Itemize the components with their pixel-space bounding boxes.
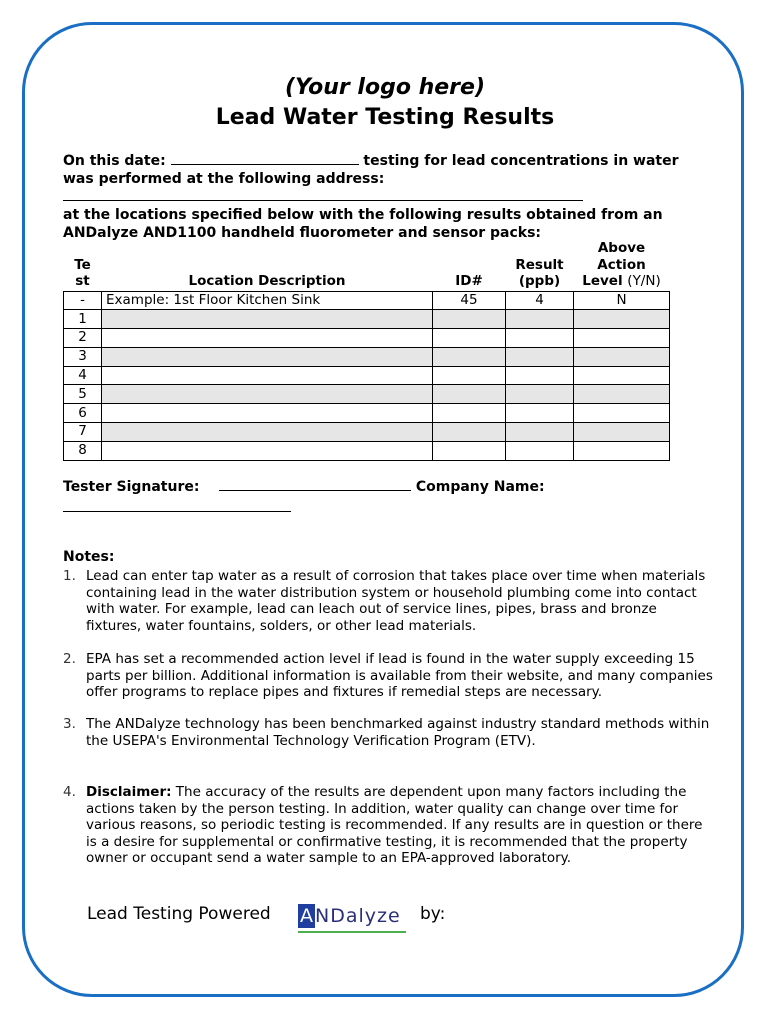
row-id-cell[interactable] <box>433 310 506 329</box>
row-id-cell[interactable] <box>433 385 506 404</box>
date-label: On this date: <box>63 153 166 169</box>
row-id-cell[interactable]: 45 <box>433 291 506 310</box>
header-above-action-level: Above Action Level (Y/N) <box>582 240 661 289</box>
row-above-action-cell[interactable] <box>574 423 670 442</box>
logo-placeholder: (Your logo here) <box>284 75 486 100</box>
table-row <box>64 329 670 348</box>
intro-paragraph <box>63 152 703 242</box>
row-test-number: 4 <box>64 366 102 385</box>
company-name-label: Company Name: <box>415 479 545 495</box>
table-row <box>64 441 670 460</box>
andalyze-logo <box>298 904 401 936</box>
table-row <box>64 347 670 366</box>
row-location-cell[interactable] <box>102 366 433 385</box>
header-id: ID# <box>455 273 483 289</box>
intro-line5: ANDalyze AND1100 handheld fluorometer and sensor packs: <box>63 225 542 241</box>
company-name-blank[interactable] <box>63 499 291 512</box>
row-location-cell[interactable] <box>102 404 433 423</box>
row-above-action-cell[interactable] <box>574 385 670 404</box>
table-row <box>64 423 670 442</box>
row-id-cell[interactable] <box>433 423 506 442</box>
row-location-cell[interactable] <box>102 329 433 348</box>
row-result-cell[interactable] <box>506 366 574 385</box>
table-row <box>64 310 670 329</box>
row-test-number: - <box>64 291 102 310</box>
header-test: Te st <box>74 256 91 289</box>
row-test-number: 6 <box>64 404 102 423</box>
row-location-cell[interactable]: Example: 1st Floor Kitchen Sink <box>102 291 433 310</box>
address-blank[interactable] <box>63 188 583 201</box>
row-above-action-cell[interactable] <box>574 404 670 423</box>
note-item: 2. EPA has set a recommended action level if lead is found in the water supply exceeding 15 parts per billion. Additional information is available from their website, and many companies offer programs to replace pipes and fixtures if remedial steps are necessary. <box>63 651 713 701</box>
note-item: 1. Lead can enter tap water as a result of corrosion that takes place over time when materials containing lead in the water distribution system or household plumbing come into contact with water. For example, lead can leach out of service lines, pipes, brass and bronze fixtures, water fountains, solders, or other lead materials. <box>63 568 706 634</box>
signature-section <box>63 477 723 519</box>
notes-heading: Notes: <box>63 549 115 565</box>
powered-by-suffix: by: <box>420 904 446 924</box>
table-row <box>64 385 670 404</box>
row-result-cell[interactable] <box>506 329 574 348</box>
row-location-cell[interactable] <box>102 347 433 366</box>
row-above-action-cell[interactable]: N <box>574 291 670 310</box>
row-result-cell[interactable] <box>506 385 574 404</box>
note-item: 3. The ANDalyze technology has been benchmarked against industry standard methods within the USEPA's Environmental Technology Verification Program (ETV). <box>63 716 710 749</box>
row-location-cell[interactable] <box>102 385 433 404</box>
table-row <box>64 291 670 310</box>
row-above-action-cell[interactable] <box>574 441 670 460</box>
row-id-cell[interactable] <box>433 441 506 460</box>
date-blank[interactable] <box>171 152 359 165</box>
row-test-number: 3 <box>64 347 102 366</box>
header-result: Result (ppb) <box>515 256 564 289</box>
row-id-cell[interactable] <box>433 347 506 366</box>
row-id-cell[interactable] <box>433 404 506 423</box>
tester-signature-label: Tester Signature: <box>63 479 200 495</box>
row-id-cell[interactable] <box>433 329 506 348</box>
brand-mark: A <box>300 905 313 927</box>
intro-line2: was performed at the following address: <box>63 171 385 187</box>
intro-line1-rest: testing for lead concentrations in water <box>363 153 679 169</box>
row-above-action-cell[interactable] <box>574 329 670 348</box>
table-row <box>64 366 670 385</box>
row-location-cell[interactable] <box>102 310 433 329</box>
brand-name: NDalyze <box>315 905 401 927</box>
table-row <box>64 404 670 423</box>
table-body <box>64 291 670 460</box>
note-item-disclaimer: 4. Disclaimer: The accuracy of the results are dependent upon many factors including the actions taken by the person testing. In addition, water quality can change over time for various reasons, so periodic testing is recommended. If any results are in question or there is a desire for supplemental or confirmative testing, it is recommended that the property owner or occupant send a water sample to an EPA-approved laboratory. <box>63 784 703 867</box>
row-test-number: 8 <box>64 441 102 460</box>
row-result-cell[interactable] <box>506 404 574 423</box>
brand-underline <box>298 931 406 933</box>
row-test-number: 2 <box>64 329 102 348</box>
tester-signature-blank[interactable] <box>219 478 411 491</box>
row-test-number: 1 <box>64 310 102 329</box>
header-location: Location Description <box>188 273 346 289</box>
row-result-cell[interactable]: 4 <box>506 291 574 310</box>
disclaimer-label: Disclaimer: <box>86 784 172 800</box>
row-result-cell[interactable] <box>506 347 574 366</box>
page-title: Lead Water Testing Results <box>215 105 555 130</box>
row-location-cell[interactable] <box>102 441 433 460</box>
results-table <box>63 240 670 461</box>
row-result-cell[interactable] <box>506 310 574 329</box>
row-test-number: 7 <box>64 423 102 442</box>
row-id-cell[interactable] <box>433 366 506 385</box>
row-above-action-cell[interactable] <box>574 310 670 329</box>
powered-by-text: Lead Testing Powered <box>87 904 271 924</box>
intro-line4: at the locations specified below with the following results obtained from an <box>63 207 663 223</box>
row-location-cell[interactable] <box>102 423 433 442</box>
table-header-row <box>64 240 670 291</box>
row-result-cell[interactable] <box>506 441 574 460</box>
row-above-action-cell[interactable] <box>574 366 670 385</box>
row-test-number: 5 <box>64 385 102 404</box>
row-result-cell[interactable] <box>506 423 574 442</box>
row-above-action-cell[interactable] <box>574 347 670 366</box>
